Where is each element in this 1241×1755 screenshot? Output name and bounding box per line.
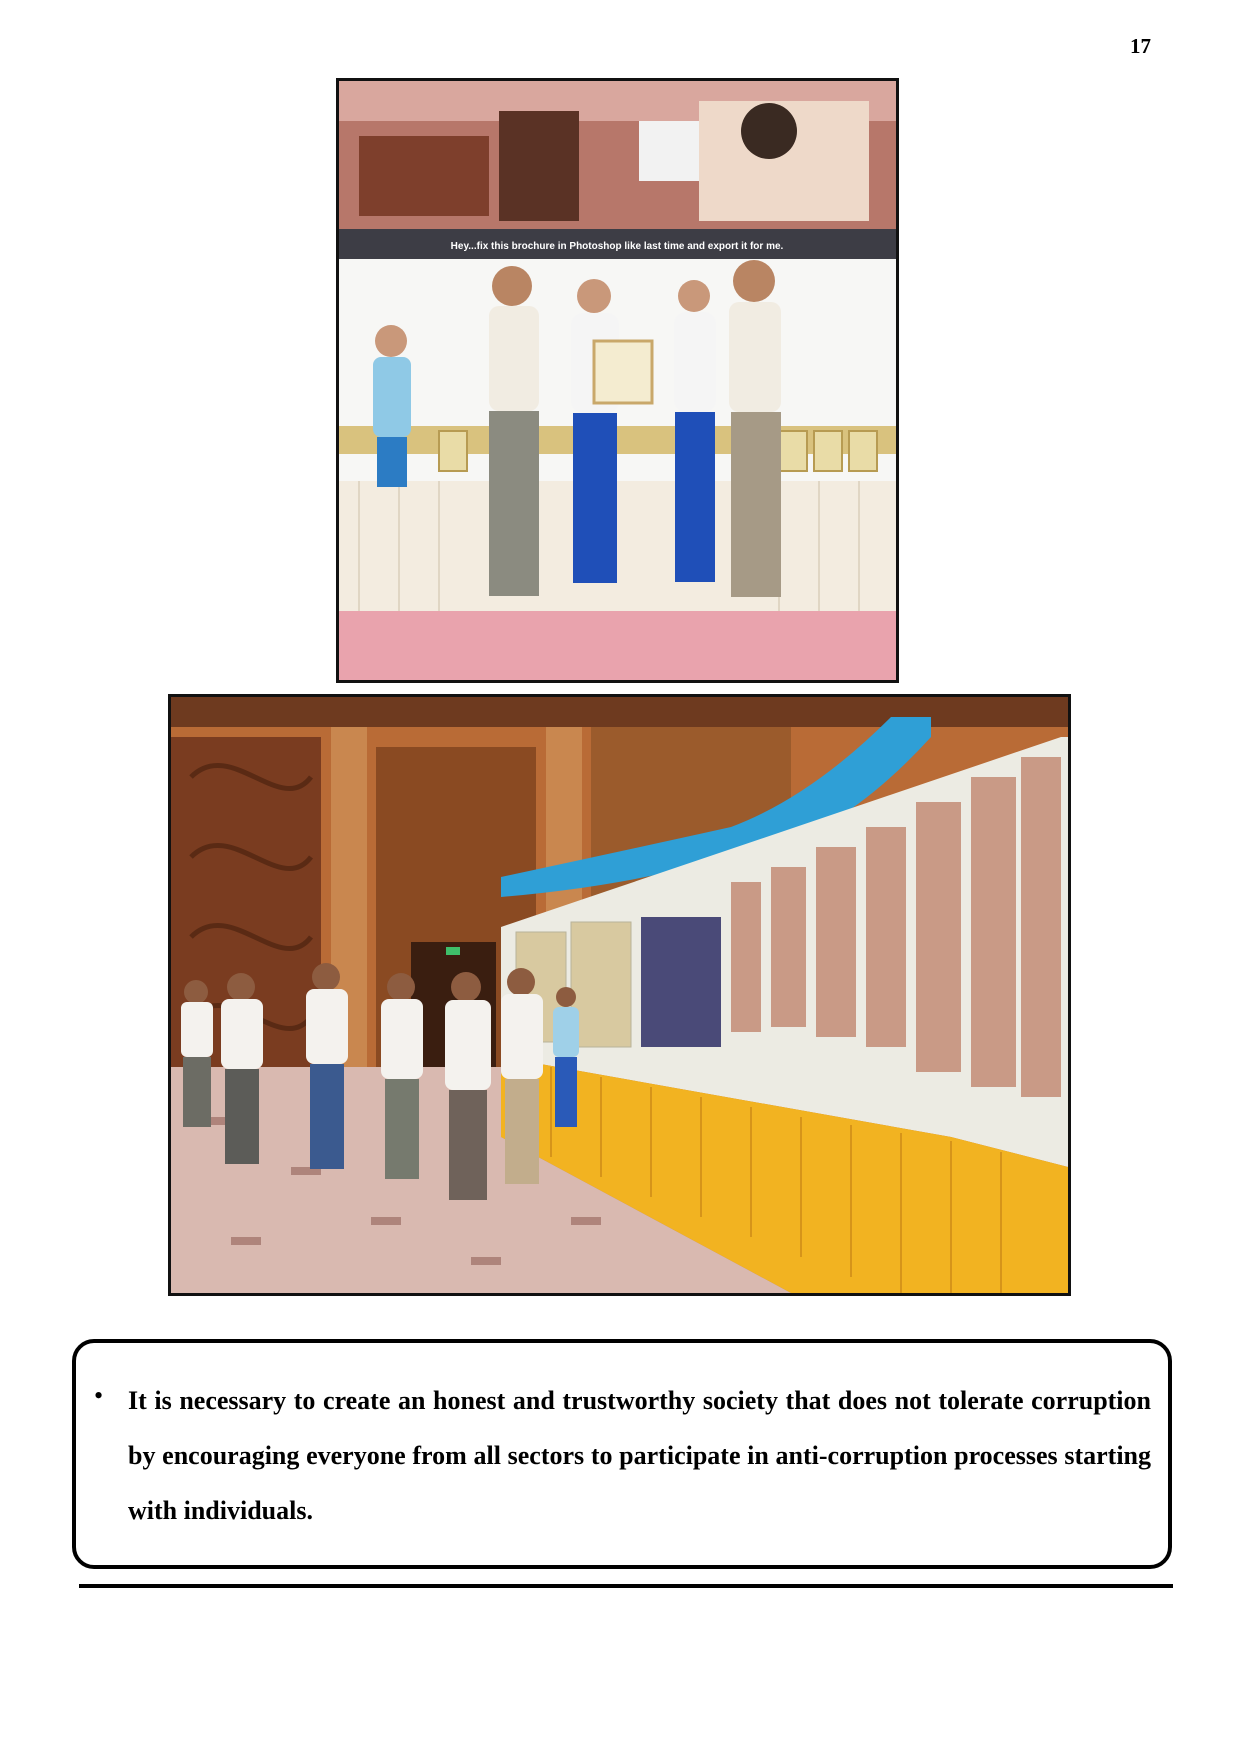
- callout-text: It is necessary to create an honest and trustworthy society that does not tolerate corruption by encouraging everyone from all sectors to participate in anti-corruption processes starting with individuals.: [128, 1386, 1151, 1525]
- screen-caption: Hey...fix this brochure in Photoshop like last time and export it for me.: [450, 241, 784, 252]
- page-number: 17: [1130, 34, 1151, 58]
- callout-box: [72, 1339, 1172, 1569]
- certificate: [594, 341, 652, 403]
- exhibition-photo: [168, 694, 1071, 1296]
- ceremony-photo: [336, 78, 899, 683]
- exhibition-illustration: [171, 697, 1068, 1293]
- bullet-icon: •: [94, 1381, 104, 1410]
- ceremony-illustration: [339, 81, 896, 680]
- bottom-divider: [79, 1584, 1173, 1588]
